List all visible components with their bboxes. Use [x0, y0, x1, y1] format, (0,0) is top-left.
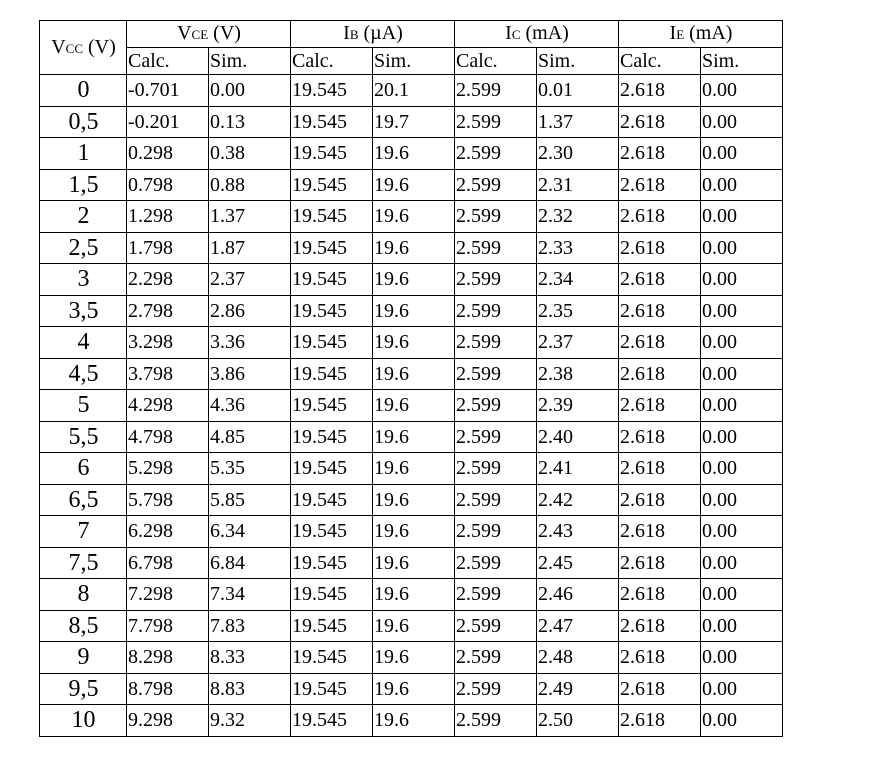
- ic-sim-cell: 2.35: [537, 295, 619, 327]
- ie-sim-cell: 0.00: [701, 705, 783, 737]
- group-header-subscript: E: [676, 27, 685, 42]
- vcc-cell: 8,5: [40, 610, 127, 642]
- table-row: [40, 610, 783, 642]
- ie-sim-cell: 0.00: [701, 390, 783, 422]
- ib-calc-cell: 19.545: [291, 75, 373, 107]
- vce-calc-cell: 4.298: [127, 390, 209, 422]
- ie-sim-cell: 0.00: [701, 201, 783, 233]
- ie-calc-cell: 2.618: [619, 610, 701, 642]
- table-row: [40, 579, 783, 611]
- ib-calc-cell: 19.545: [291, 264, 373, 296]
- ie-calc-cell: 2.618: [619, 75, 701, 107]
- group-header-main: I: [505, 22, 512, 44]
- ic-sim-cell: 2.43: [537, 516, 619, 548]
- table-row: [40, 106, 783, 138]
- ib-sim-header: Sim.: [373, 48, 455, 75]
- vce-calc-cell: 0.298: [127, 138, 209, 170]
- vcc-header-subscript: CC: [65, 41, 84, 56]
- group-header-subscript: CE: [191, 27, 209, 42]
- ie-group-header: [619, 21, 783, 48]
- ie-calc-cell: 2.618: [619, 516, 701, 548]
- ie-calc-cell: 2.618: [619, 421, 701, 453]
- vcc-header-unit: (V): [83, 36, 116, 58]
- ic-calc-cell: 2.599: [455, 516, 537, 548]
- table-row: [40, 201, 783, 233]
- ib-sim-cell: 19.6: [373, 673, 455, 705]
- ie-sim-cell: 0.00: [701, 547, 783, 579]
- ib-sim-cell: 19.6: [373, 547, 455, 579]
- vcc-cell: 5,5: [40, 421, 127, 453]
- ic-calc-cell: 2.599: [455, 75, 537, 107]
- vcc-cell: 1: [40, 138, 127, 170]
- ie-calc-cell: 2.618: [619, 295, 701, 327]
- ib-calc-header: Calc.: [291, 48, 373, 75]
- vcc-cell: 2: [40, 201, 127, 233]
- ib-calc-cell: 19.545: [291, 516, 373, 548]
- ib-calc-cell: 19.545: [291, 295, 373, 327]
- ie-sim-cell: 0.00: [701, 295, 783, 327]
- vcc-cell: 0: [40, 75, 127, 107]
- vce-calc-cell: 3.298: [127, 327, 209, 359]
- vcc-cell: 6: [40, 453, 127, 485]
- ic-calc-cell: 2.599: [455, 642, 537, 674]
- vce-calc-cell: 6.798: [127, 547, 209, 579]
- table-row: [40, 516, 783, 548]
- ie-calc-cell: 2.618: [619, 138, 701, 170]
- ib-calc-cell: 19.545: [291, 421, 373, 453]
- ie-sim-cell: 0.00: [701, 579, 783, 611]
- ic-sim-cell: 2.50: [537, 705, 619, 737]
- vcc-cell: 9,5: [40, 673, 127, 705]
- ic-sim-cell: 2.47: [537, 610, 619, 642]
- ie-calc-cell: 2.618: [619, 579, 701, 611]
- ic-calc-cell: 2.599: [455, 138, 537, 170]
- group-header-subscript: B: [349, 27, 359, 42]
- ib-calc-cell: 19.545: [291, 390, 373, 422]
- ib-calc-cell: 19.545: [291, 484, 373, 516]
- ib-sim-cell: 19.6: [373, 610, 455, 642]
- vcc-cell: 2,5: [40, 232, 127, 264]
- ic-sim-cell: 2.33: [537, 232, 619, 264]
- measurement-table: [39, 20, 783, 737]
- ib-sim-cell: 19.6: [373, 484, 455, 516]
- ie-sim-cell: 0.00: [701, 642, 783, 674]
- ie-sim-cell: 0.00: [701, 106, 783, 138]
- ib-sim-cell: 19.6: [373, 705, 455, 737]
- vce-calc-cell: 7.798: [127, 610, 209, 642]
- group-header-unit: (V): [208, 22, 241, 44]
- ie-sim-cell: 0.00: [701, 169, 783, 201]
- group-header-unit: (µA): [358, 22, 403, 44]
- ib-sim-cell: 19.6: [373, 138, 455, 170]
- vce-calc-cell: 6.298: [127, 516, 209, 548]
- ic-calc-cell: 2.599: [455, 484, 537, 516]
- vce-calc-cell: 0.798: [127, 169, 209, 201]
- ie-calc-cell: 2.618: [619, 673, 701, 705]
- ie-calc-cell: 2.618: [619, 169, 701, 201]
- vcc-cell: 4: [40, 327, 127, 359]
- ie-sim-cell: 0.00: [701, 421, 783, 453]
- table-row: [40, 673, 783, 705]
- vcc-cell: 7: [40, 516, 127, 548]
- ic-calc-cell: 2.599: [455, 579, 537, 611]
- ib-sim-cell: 19.6: [373, 201, 455, 233]
- vcc-cell: 7,5: [40, 547, 127, 579]
- vce-sim-cell: 2.86: [209, 295, 291, 327]
- vce-sim-cell: 5.85: [209, 484, 291, 516]
- ib-calc-cell: 19.545: [291, 169, 373, 201]
- vce-calc-cell: 8.798: [127, 673, 209, 705]
- group-header-main: I: [669, 22, 677, 44]
- ib-calc-cell: 19.545: [291, 106, 373, 138]
- ic-calc-cell: 2.599: [455, 106, 537, 138]
- vce-sim-cell: 1.87: [209, 232, 291, 264]
- table-row: [40, 327, 783, 359]
- vce-calc-cell: 9.298: [127, 705, 209, 737]
- vcc-cell: 5: [40, 390, 127, 422]
- ib-sim-cell: 19.6: [373, 642, 455, 674]
- ib-calc-cell: 19.545: [291, 138, 373, 170]
- ic-calc-cell: 2.599: [455, 264, 537, 296]
- ie-sim-cell: 0.00: [701, 516, 783, 548]
- ib-calc-cell: 19.545: [291, 705, 373, 737]
- vce-sim-cell: 7.34: [209, 579, 291, 611]
- vce-calc-header: Calc.: [127, 48, 209, 75]
- vce-sim-header: Sim.: [209, 48, 291, 75]
- vce-calc-cell: 2.798: [127, 295, 209, 327]
- ie-calc-cell: 2.618: [619, 358, 701, 390]
- ie-sim-cell: 0.00: [701, 75, 783, 107]
- vce-calc-cell: -0.201: [127, 106, 209, 138]
- ib-sim-cell: 19.6: [373, 264, 455, 296]
- ic-sim-cell: 0.01: [537, 75, 619, 107]
- ic-sim-cell: 2.34: [537, 264, 619, 296]
- ie-calc-cell: 2.618: [619, 264, 701, 296]
- vce-calc-cell: 3.798: [127, 358, 209, 390]
- table-row: [40, 232, 783, 264]
- ie-calc-cell: 2.618: [619, 642, 701, 674]
- vcc-cell: 1,5: [40, 169, 127, 201]
- ie-calc-cell: 2.618: [619, 484, 701, 516]
- ie-sim-cell: 0.00: [701, 358, 783, 390]
- vce-sim-cell: 0.00: [209, 75, 291, 107]
- vcc-header-main: V: [51, 36, 66, 58]
- vcc-column-header: [40, 21, 127, 75]
- vcc-cell: 10: [40, 705, 127, 737]
- vcc-cell: 3: [40, 264, 127, 296]
- group-header-unit: (mA): [684, 22, 733, 44]
- ic-sim-cell: 2.48: [537, 642, 619, 674]
- table-row: [40, 169, 783, 201]
- ic-sim-cell: 2.39: [537, 390, 619, 422]
- table-row: [40, 390, 783, 422]
- ic-calc-cell: 2.599: [455, 390, 537, 422]
- table-row: [40, 358, 783, 390]
- vcc-cell: 8: [40, 579, 127, 611]
- ic-sim-cell: 2.40: [537, 421, 619, 453]
- ie-sim-cell: 0.00: [701, 264, 783, 296]
- ib-sim-cell: 19.6: [373, 327, 455, 359]
- vcc-cell: 9: [40, 642, 127, 674]
- ib-sim-cell: 20.1: [373, 75, 455, 107]
- ib-calc-cell: 19.545: [291, 201, 373, 233]
- vce-sim-cell: 8.83: [209, 673, 291, 705]
- ie-calc-header: Calc.: [619, 48, 701, 75]
- ic-sim-cell: 2.49: [537, 673, 619, 705]
- table-body: [40, 75, 783, 737]
- ic-sim-cell: 2.42: [537, 484, 619, 516]
- ib-calc-cell: 19.545: [291, 358, 373, 390]
- ie-calc-cell: 2.618: [619, 547, 701, 579]
- ic-calc-cell: 2.599: [455, 705, 537, 737]
- table-row: [40, 138, 783, 170]
- vce-calc-cell: 8.298: [127, 642, 209, 674]
- ib-sim-cell: 19.6: [373, 390, 455, 422]
- vcc-cell: 4,5: [40, 358, 127, 390]
- ib-sim-cell: 19.6: [373, 169, 455, 201]
- ib-sim-cell: 19.6: [373, 358, 455, 390]
- vce-sim-cell: 9.32: [209, 705, 291, 737]
- ic-sim-cell: 2.30: [537, 138, 619, 170]
- ie-calc-cell: 2.618: [619, 453, 701, 485]
- ib-calc-cell: 19.545: [291, 547, 373, 579]
- ic-calc-cell: 2.599: [455, 232, 537, 264]
- ie-sim-header: Sim.: [701, 48, 783, 75]
- vce-sim-cell: 3.36: [209, 327, 291, 359]
- ic-sim-cell: 2.32: [537, 201, 619, 233]
- group-header-row: [40, 21, 783, 48]
- ib-calc-cell: 19.545: [291, 673, 373, 705]
- ie-calc-cell: 2.618: [619, 232, 701, 264]
- ie-sim-cell: 0.00: [701, 610, 783, 642]
- ie-calc-cell: 2.618: [619, 390, 701, 422]
- table-row: [40, 421, 783, 453]
- vce-sim-cell: 3.86: [209, 358, 291, 390]
- vcc-cell: 0,5: [40, 106, 127, 138]
- vce-sim-cell: 5.35: [209, 453, 291, 485]
- vce-sim-cell: 6.84: [209, 547, 291, 579]
- ic-group-header: [455, 21, 619, 48]
- ic-sim-cell: 2.41: [537, 453, 619, 485]
- ib-calc-cell: 19.545: [291, 453, 373, 485]
- ib-calc-cell: 19.545: [291, 232, 373, 264]
- vce-calc-cell: 1.798: [127, 232, 209, 264]
- ib-calc-cell: 19.545: [291, 579, 373, 611]
- vcc-cell: 6,5: [40, 484, 127, 516]
- ic-calc-cell: 2.599: [455, 610, 537, 642]
- group-header-unit: (mA): [520, 22, 569, 44]
- ie-sim-cell: 0.00: [701, 232, 783, 264]
- vce-calc-cell: 5.298: [127, 453, 209, 485]
- vce-calc-cell: 4.798: [127, 421, 209, 453]
- ie-calc-cell: 2.618: [619, 201, 701, 233]
- ic-calc-cell: 2.599: [455, 169, 537, 201]
- ic-sim-cell: 1.37: [537, 106, 619, 138]
- table-row: [40, 484, 783, 516]
- ic-calc-cell: 2.599: [455, 327, 537, 359]
- ic-calc-cell: 2.599: [455, 547, 537, 579]
- table-row: [40, 264, 783, 296]
- vce-sim-cell: 2.37: [209, 264, 291, 296]
- ic-calc-header: Calc.: [455, 48, 537, 75]
- vce-sim-cell: 8.33: [209, 642, 291, 674]
- ib-sim-cell: 19.6: [373, 421, 455, 453]
- ic-sim-cell: 2.45: [537, 547, 619, 579]
- ib-sim-cell: 19.6: [373, 579, 455, 611]
- vce-sim-cell: 7.83: [209, 610, 291, 642]
- ib-sim-cell: 19.6: [373, 516, 455, 548]
- ic-calc-cell: 2.599: [455, 421, 537, 453]
- ic-sim-header: Sim.: [537, 48, 619, 75]
- vce-calc-cell: 2.298: [127, 264, 209, 296]
- table-row: [40, 453, 783, 485]
- ie-calc-cell: 2.618: [619, 106, 701, 138]
- group-header-subscript: C: [511, 27, 521, 42]
- ic-sim-cell: 2.46: [537, 579, 619, 611]
- ie-sim-cell: 0.00: [701, 453, 783, 485]
- vce-calc-cell: 1.298: [127, 201, 209, 233]
- vce-sim-cell: 4.85: [209, 421, 291, 453]
- vce-sim-cell: 0.38: [209, 138, 291, 170]
- ic-calc-cell: 2.599: [455, 358, 537, 390]
- ib-group-header: [291, 21, 455, 48]
- ic-calc-cell: 2.599: [455, 453, 537, 485]
- vce-sim-cell: 1.37: [209, 201, 291, 233]
- ib-sim-cell: 19.7: [373, 106, 455, 138]
- table-row: [40, 642, 783, 674]
- table-row: [40, 295, 783, 327]
- vce-group-header: [127, 21, 291, 48]
- subheader-row: [40, 48, 783, 75]
- ic-sim-cell: 2.38: [537, 358, 619, 390]
- vce-sim-cell: 0.13: [209, 106, 291, 138]
- ie-sim-cell: 0.00: [701, 484, 783, 516]
- vce-sim-cell: 0.88: [209, 169, 291, 201]
- ib-calc-cell: 19.545: [291, 642, 373, 674]
- ib-calc-cell: 19.545: [291, 327, 373, 359]
- table-row: [40, 705, 783, 737]
- ic-calc-cell: 2.599: [455, 201, 537, 233]
- ic-calc-cell: 2.599: [455, 673, 537, 705]
- vce-calc-cell: -0.701: [127, 75, 209, 107]
- ie-calc-cell: 2.618: [619, 705, 701, 737]
- vce-calc-cell: 5.798: [127, 484, 209, 516]
- ib-sim-cell: 19.6: [373, 232, 455, 264]
- ie-sim-cell: 0.00: [701, 138, 783, 170]
- ie-sim-cell: 0.00: [701, 327, 783, 359]
- ib-sim-cell: 19.6: [373, 295, 455, 327]
- vce-calc-cell: 7.298: [127, 579, 209, 611]
- ic-calc-cell: 2.599: [455, 295, 537, 327]
- table-row: [40, 75, 783, 107]
- ic-sim-cell: 2.31: [537, 169, 619, 201]
- ib-sim-cell: 19.6: [373, 453, 455, 485]
- table-row: [40, 547, 783, 579]
- vcc-cell: 3,5: [40, 295, 127, 327]
- group-header-main: I: [343, 22, 350, 44]
- ie-sim-cell: 0.00: [701, 673, 783, 705]
- vce-sim-cell: 4.36: [209, 390, 291, 422]
- ic-sim-cell: 2.37: [537, 327, 619, 359]
- ib-calc-cell: 19.545: [291, 610, 373, 642]
- ie-calc-cell: 2.618: [619, 327, 701, 359]
- group-header-main: V: [177, 22, 192, 44]
- vce-sim-cell: 6.34: [209, 516, 291, 548]
